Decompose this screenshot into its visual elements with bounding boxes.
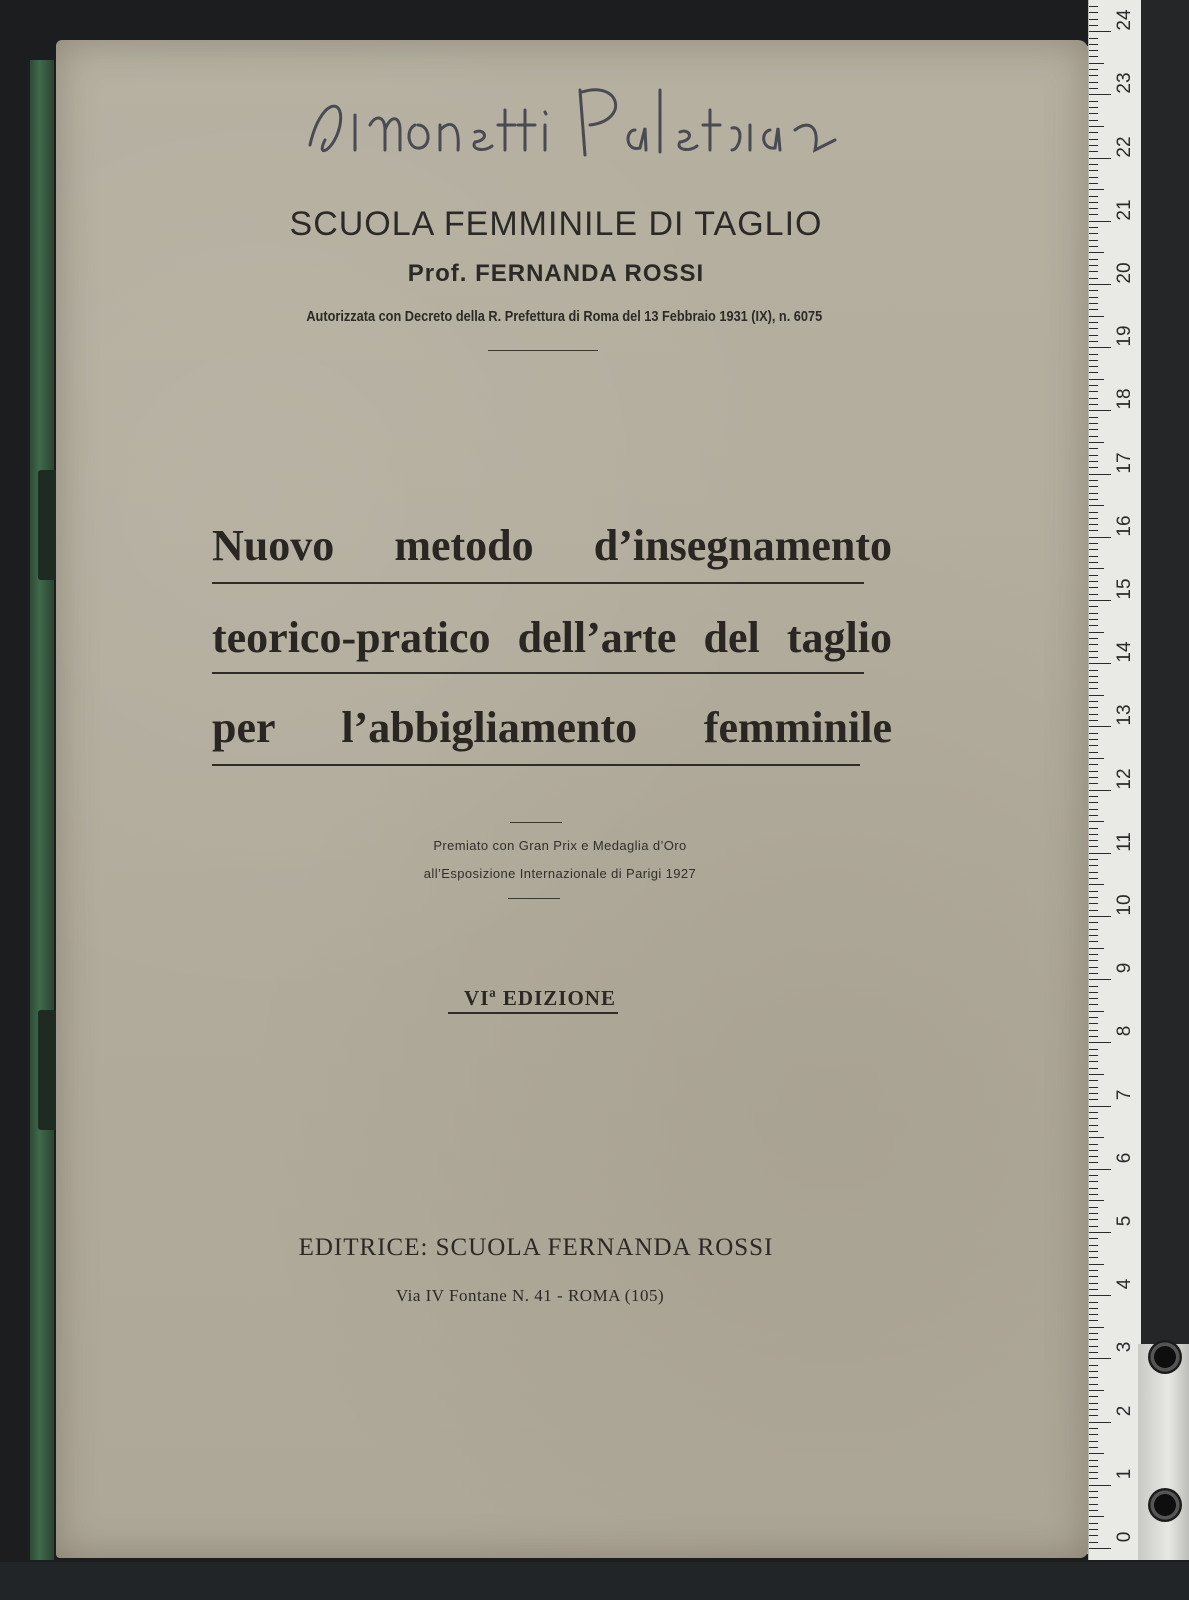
ruler-tick <box>1089 790 1111 791</box>
ruler-tick <box>1089 1093 1098 1094</box>
ruler-tick <box>1089 113 1098 114</box>
ruler-tick <box>1089 1112 1098 1113</box>
ruler-tick <box>1089 632 1104 633</box>
ruler-tick <box>1089 196 1098 197</box>
ruler-tick <box>1089 474 1111 475</box>
prize-line-1: Premiato con Gran Prix e Medaglia d’Oro <box>433 838 687 853</box>
ruler-tick <box>1089 1131 1098 1132</box>
ruler-tick <box>1089 1200 1104 1201</box>
ruler-tick <box>1089 1320 1098 1321</box>
ruler-tick <box>1089 436 1098 437</box>
ruler-tick <box>1089 139 1098 140</box>
ruler-tick <box>1089 385 1098 386</box>
ruler-tick <box>1089 1004 1098 1005</box>
ruler-tick <box>1089 347 1111 348</box>
ruler-tick <box>1089 183 1098 184</box>
ruler-tick <box>1089 1339 1098 1340</box>
ruler-tick <box>1089 290 1098 291</box>
ruler-tick <box>1089 63 1104 64</box>
ruler-tick <box>1089 1453 1104 1454</box>
ruler-tick <box>1089 398 1098 399</box>
ruler-number: 9 <box>1114 962 1135 974</box>
ruler-tick <box>1089 575 1098 576</box>
ruler-tick <box>1089 828 1098 829</box>
ruler-tick <box>1089 1460 1098 1461</box>
ruler-tick <box>1089 303 1098 304</box>
ruler-tick <box>1089 884 1104 885</box>
ruler-number: 6 <box>1114 1152 1135 1164</box>
ruler-tick <box>1089 158 1111 159</box>
title-line-1: Nuovo metodo d’insegnamento <box>212 521 892 570</box>
ruler-tick <box>1089 834 1098 835</box>
ruler-tick <box>1089 1106 1111 1107</box>
prize-line-2: all’Esposizione Internazionale di Parigi 1927 <box>423 866 697 881</box>
ruler-number: 23 <box>1114 72 1135 94</box>
ruler-tick <box>1089 587 1098 588</box>
ruler-tick <box>1089 25 1098 26</box>
ruler-tick <box>1089 1346 1098 1347</box>
ruler-tick <box>1089 777 1098 778</box>
ruler-tick <box>1089 1472 1098 1473</box>
ruler-tick <box>1089 126 1104 127</box>
divider <box>510 822 562 823</box>
ruler-number: 3 <box>1114 1342 1135 1353</box>
ruler-number: 4 <box>1114 1278 1135 1290</box>
ruler-tick <box>1089 461 1098 462</box>
ruler-tick <box>1089 670 1098 671</box>
publisher-address: Via IV Fontane N. 41 - ROMA (105) <box>395 1286 665 1305</box>
ruler-tick <box>1089 1257 1098 1258</box>
ruler-tick <box>1089 1068 1098 1069</box>
ruler-tick <box>1089 992 1098 993</box>
ruler-tick <box>1089 695 1104 696</box>
ruler-tick <box>1089 404 1098 405</box>
ruler-tick <box>1089 600 1111 601</box>
ruler-tick <box>1089 891 1098 892</box>
ruler-tick <box>1089 733 1098 734</box>
ruler-tick <box>1089 556 1098 557</box>
ruler-tick <box>1089 929 1098 930</box>
ruler-tick <box>1089 88 1098 89</box>
ruler-tick <box>1089 1535 1098 1536</box>
ruler-tick <box>1089 1245 1098 1246</box>
ruler-tick <box>1089 922 1098 923</box>
ruler-number: 15 <box>1114 578 1135 600</box>
ruler-tick <box>1089 840 1098 841</box>
ruler-tick <box>1089 967 1098 968</box>
ruler-tick <box>1089 1377 1098 1378</box>
publisher: EDITRICE: SCUOLA FERNANDA ROSSI <box>298 1234 774 1261</box>
ruler-tick <box>1089 1194 1098 1195</box>
measuring-ruler <box>1088 0 1141 1560</box>
ruler-tick <box>1089 581 1098 582</box>
ruler-tick <box>1089 1188 1098 1189</box>
ruler-tick <box>1089 366 1098 367</box>
ruler-tick <box>1089 429 1098 430</box>
ruler-tick <box>1089 954 1098 955</box>
ruler-tick <box>1089 537 1111 538</box>
ruler-tick <box>1089 94 1111 95</box>
ruler-tick <box>1089 1156 1098 1157</box>
ruler-number: 16 <box>1114 515 1135 537</box>
ruler-tick <box>1089 846 1098 847</box>
ruler-tick <box>1089 19 1098 20</box>
ruler-tick <box>1089 309 1098 310</box>
ruler-tick <box>1089 1295 1111 1296</box>
ruler-tick <box>1089 151 1098 152</box>
ruler-tick <box>1089 644 1098 645</box>
edition-label: VIª EDIZIONE <box>464 986 616 1010</box>
ruler-tick <box>1089 252 1104 253</box>
ruler-tick <box>1089 1422 1111 1423</box>
ruler-tick <box>1089 170 1098 171</box>
ruler-tick <box>1089 960 1098 961</box>
authorization-decree: Autorizzata con Decreto della R. Prefettura di Roma del 13 Febbraio 1931 (IX), n. 6075 <box>306 308 823 325</box>
ruler-number: 5 <box>1114 1215 1135 1227</box>
ruler-tick <box>1089 132 1098 133</box>
ruler-tick <box>1089 613 1098 614</box>
edition-underline <box>448 1012 618 1014</box>
ruler-tick <box>1089 745 1098 746</box>
ruler-tick <box>1089 625 1098 626</box>
divider <box>488 350 598 351</box>
ruler-number: 24 <box>1114 9 1135 31</box>
ruler-number: 20 <box>1114 262 1135 284</box>
ruler-tick <box>1089 1314 1098 1315</box>
ruler-tick <box>1089 1371 1098 1372</box>
ruler-number: 14 <box>1114 641 1135 663</box>
ruler-tick <box>1089 1017 1098 1018</box>
ruler-tick <box>1089 688 1098 689</box>
ruler-number: 10 <box>1114 894 1135 916</box>
ruler-tick <box>1089 1144 1098 1145</box>
ruler-tick <box>1089 1251 1098 1252</box>
ruler-number: 12 <box>1114 768 1135 790</box>
ruler-tick <box>1089 1162 1098 1163</box>
backdrop-right <box>1138 0 1189 1344</box>
ruler-number: 21 <box>1114 199 1135 221</box>
ruler-tick <box>1089 448 1098 449</box>
ruler-tick <box>1089 101 1098 102</box>
ruler-tick <box>1089 265 1098 266</box>
ruler-tick <box>1089 1207 1098 1208</box>
ruler-tick <box>1089 973 1098 974</box>
ruler-tick <box>1089 701 1098 702</box>
ruler-tick <box>1089 423 1098 424</box>
ruler-tick <box>1089 1542 1098 1543</box>
ruler-tick <box>1089 1042 1111 1043</box>
ruler-tick <box>1089 1529 1098 1530</box>
ruler-tick <box>1089 1428 1098 1429</box>
ruler-tick <box>1089 809 1098 810</box>
ruler-number: 17 <box>1114 452 1135 474</box>
ruler-tick <box>1089 322 1098 323</box>
ruler-tick <box>1089 1181 1098 1182</box>
book-spine <box>30 60 54 1560</box>
school-name: SCUOLA FEMMINILE DI TAGLIO <box>289 205 823 243</box>
ruler-tick <box>1089 783 1098 784</box>
ruler-tick <box>1089 986 1098 987</box>
backdrop <box>0 1562 1189 1600</box>
ruler-tick <box>1089 739 1098 740</box>
ruler-tick <box>1089 707 1098 708</box>
title-underline <box>212 672 864 674</box>
ruler-tick <box>1089 271 1098 272</box>
ruler-tick <box>1089 44 1098 45</box>
ruler-tick <box>1089 1036 1098 1037</box>
ruler-tick <box>1089 208 1098 209</box>
ruler-tick <box>1089 1055 1098 1056</box>
ruler-tick <box>1089 177 1098 178</box>
ruler-tick <box>1089 499 1098 500</box>
ruler-number: 13 <box>1114 704 1135 726</box>
ruler-tick <box>1089 1478 1098 1479</box>
ruler-tick <box>1089 69 1098 70</box>
ruler-tick <box>1089 1523 1098 1524</box>
ruler-tick <box>1089 872 1098 873</box>
ruler-tick <box>1089 442 1104 443</box>
ruler-tick <box>1089 1510 1098 1511</box>
ruler-tick <box>1089 1327 1104 1328</box>
ruler-tick <box>1089 328 1098 329</box>
ruler-tick <box>1089 297 1098 298</box>
ruler-tick <box>1089 278 1098 279</box>
title-underline <box>212 582 864 584</box>
ruler-tick <box>1089 1504 1098 1505</box>
ruler-tick <box>1089 1238 1098 1239</box>
ruler-tick <box>1089 455 1098 456</box>
ruler-number: 2 <box>1114 1405 1135 1416</box>
ruler-tick <box>1089 910 1098 911</box>
ruler-tick <box>1089 802 1098 803</box>
ruler-tick <box>1089 568 1104 569</box>
ruler-tick <box>1089 1352 1098 1353</box>
ruler-tick <box>1089 284 1111 285</box>
ruler-tick <box>1089 1080 1098 1081</box>
ruler-tick <box>1089 120 1098 121</box>
ruler-tick <box>1089 1415 1098 1416</box>
ruler-number: 0 <box>1114 1531 1135 1543</box>
title-line-2: teorico-pratico dell’arte del taglio <box>212 613 892 662</box>
ruler-tick <box>1089 1118 1098 1119</box>
ruler-tick <box>1089 1137 1104 1138</box>
ruler-tick <box>1089 1434 1098 1435</box>
ruler-tick <box>1089 1276 1098 1277</box>
ruler-tick <box>1089 354 1098 355</box>
ruler-tick <box>1089 233 1098 234</box>
ruler-tick <box>1089 682 1098 683</box>
ruler-tick <box>1089 998 1098 999</box>
ruler-tick <box>1089 1232 1111 1233</box>
ruler-number: 19 <box>1114 325 1135 347</box>
ruler-tick <box>1089 512 1098 513</box>
ruler-tick <box>1089 524 1098 525</box>
ruler-tick <box>1089 638 1098 639</box>
clamp-screw <box>1148 1340 1182 1374</box>
ruler-tick <box>1089 1011 1104 1012</box>
ruler-tick <box>1089 189 1104 190</box>
ruler-tick <box>1089 714 1098 715</box>
ruler-tick <box>1089 865 1098 866</box>
ruler-tick <box>1089 1049 1098 1050</box>
ruler-tick <box>1089 771 1098 772</box>
ruler-tick <box>1089 1358 1111 1359</box>
ruler-tick <box>1089 1030 1098 1031</box>
ruler-tick <box>1089 1074 1104 1075</box>
ruler-tick <box>1089 916 1111 917</box>
ruler-tick <box>1089 1384 1098 1385</box>
ruler-tick <box>1089 31 1111 32</box>
ruler-tick <box>1089 1390 1104 1391</box>
ruler-tick <box>1089 1087 1098 1088</box>
ruler-tick <box>1089 1548 1111 1549</box>
title-line-3: per l’abbigliamento femminile <box>212 703 892 752</box>
ruler-tick <box>1089 1447 1098 1448</box>
ruler-tick <box>1089 410 1111 411</box>
ruler-tick <box>1089 562 1098 563</box>
ruler-tick <box>1089 859 1098 860</box>
ruler-tick <box>1089 1061 1098 1062</box>
title-underline <box>212 764 860 766</box>
ruler-tick <box>1089 56 1098 57</box>
ruler-tick <box>1089 948 1104 949</box>
ruler-clamp <box>1138 1344 1189 1560</box>
ruler-tick <box>1089 82 1098 83</box>
ruler-tick <box>1089 202 1098 203</box>
ruler-tick <box>1089 1302 1098 1303</box>
ruler-number: 1 <box>1114 1468 1135 1480</box>
ruler-tick <box>1089 12 1098 13</box>
ruler-tick <box>1089 75 1098 76</box>
ruler-tick <box>1089 1226 1098 1227</box>
ruler-tick <box>1089 259 1098 260</box>
ruler-tick <box>1089 1365 1098 1366</box>
ruler-tick <box>1089 6 1098 7</box>
ruler-tick <box>1089 1219 1098 1220</box>
ruler-tick <box>1089 335 1098 336</box>
ruler-tick <box>1089 663 1111 664</box>
ruler-tick <box>1089 486 1098 487</box>
ruler-tick <box>1089 1213 1098 1214</box>
ruler-tick <box>1089 1175 1098 1176</box>
ruler-number: 7 <box>1114 1089 1135 1100</box>
ruler-tick <box>1089 145 1098 146</box>
ruler-tick <box>1089 1289 1098 1290</box>
ruler-tick <box>1089 676 1098 677</box>
ruler-number: 18 <box>1114 388 1135 410</box>
ruler-tick <box>1089 164 1098 165</box>
ruler-tick <box>1089 417 1098 418</box>
ruler-number: 8 <box>1114 1026 1135 1037</box>
ruler-tick <box>1089 606 1098 607</box>
ruler-tick <box>1089 878 1098 879</box>
ruler-tick <box>1089 493 1098 494</box>
ruler-tick <box>1089 341 1098 342</box>
ruler-tick <box>1089 758 1104 759</box>
ruler-tick <box>1089 1333 1098 1334</box>
ruler-tick <box>1089 1270 1098 1271</box>
ruler-tick <box>1089 1308 1098 1309</box>
ruler-tick <box>1089 1264 1104 1265</box>
ruler-tick <box>1089 796 1098 797</box>
ruler-tick <box>1089 1099 1098 1100</box>
ruler-tick <box>1089 1125 1098 1126</box>
ruler-tick <box>1089 657 1098 658</box>
ruler-tick <box>1089 651 1098 652</box>
ruler-tick <box>1089 530 1098 531</box>
ruler-tick <box>1089 227 1098 228</box>
ruler-tick <box>1089 764 1098 765</box>
ruler-tick <box>1089 221 1111 222</box>
ruler-tick <box>1089 815 1098 816</box>
ruler-tick <box>1089 1403 1098 1404</box>
ruler-tick <box>1089 594 1098 595</box>
ruler-tick <box>1089 821 1104 822</box>
ruler-tick <box>1089 360 1098 361</box>
ruler-tick <box>1089 1466 1098 1467</box>
ruler-tick <box>1089 1409 1098 1410</box>
ruler-tick <box>1089 505 1104 506</box>
ruler-tick <box>1089 379 1104 380</box>
ruler-tick <box>1089 726 1111 727</box>
ruler-tick <box>1089 1150 1098 1151</box>
ruler-tick <box>1089 518 1098 519</box>
ruler-number: 22 <box>1114 136 1135 158</box>
ruler-tick <box>1089 480 1098 481</box>
ruler-tick <box>1089 391 1098 392</box>
ruler-tick <box>1089 903 1098 904</box>
clamp-screw <box>1148 1488 1182 1522</box>
ruler-tick <box>1089 1491 1098 1492</box>
ruler-tick <box>1089 1283 1098 1284</box>
ruler-tick <box>1089 853 1111 854</box>
ruler-tick <box>1089 543 1098 544</box>
professor-name: Prof. FERNANDA ROSSI <box>407 260 705 287</box>
ruler-tick <box>1089 50 1098 51</box>
ruler-tick <box>1089 1485 1111 1486</box>
handwritten-signature <box>300 70 860 180</box>
ruler-tick <box>1089 549 1098 550</box>
ruler-tick <box>1089 240 1098 241</box>
ruler-tick <box>1089 214 1098 215</box>
ruler-tick <box>1089 38 1098 39</box>
ruler-tick <box>1089 897 1098 898</box>
ruler-tick <box>1089 720 1098 721</box>
ruler-tick <box>1089 935 1098 936</box>
ruler-tick <box>1089 619 1098 620</box>
ruler-tick <box>1089 941 1098 942</box>
ruler-tick <box>1089 752 1098 753</box>
ruler-tick <box>1089 372 1098 373</box>
ruler-tick <box>1089 1396 1098 1397</box>
ruler-number: 11 <box>1114 831 1135 852</box>
ruler-tick <box>1089 1516 1104 1517</box>
ruler-tick <box>1089 316 1104 317</box>
ruler-tick <box>1089 246 1098 247</box>
divider <box>508 898 560 899</box>
ruler-tick <box>1089 1497 1098 1498</box>
ruler-tick <box>1089 467 1098 468</box>
ruler-tick <box>1089 1023 1098 1024</box>
ruler-tick <box>1089 979 1111 980</box>
ruler-tick <box>1089 107 1098 108</box>
ruler-tick <box>1089 1169 1111 1170</box>
ruler-tick <box>1089 1441 1098 1442</box>
